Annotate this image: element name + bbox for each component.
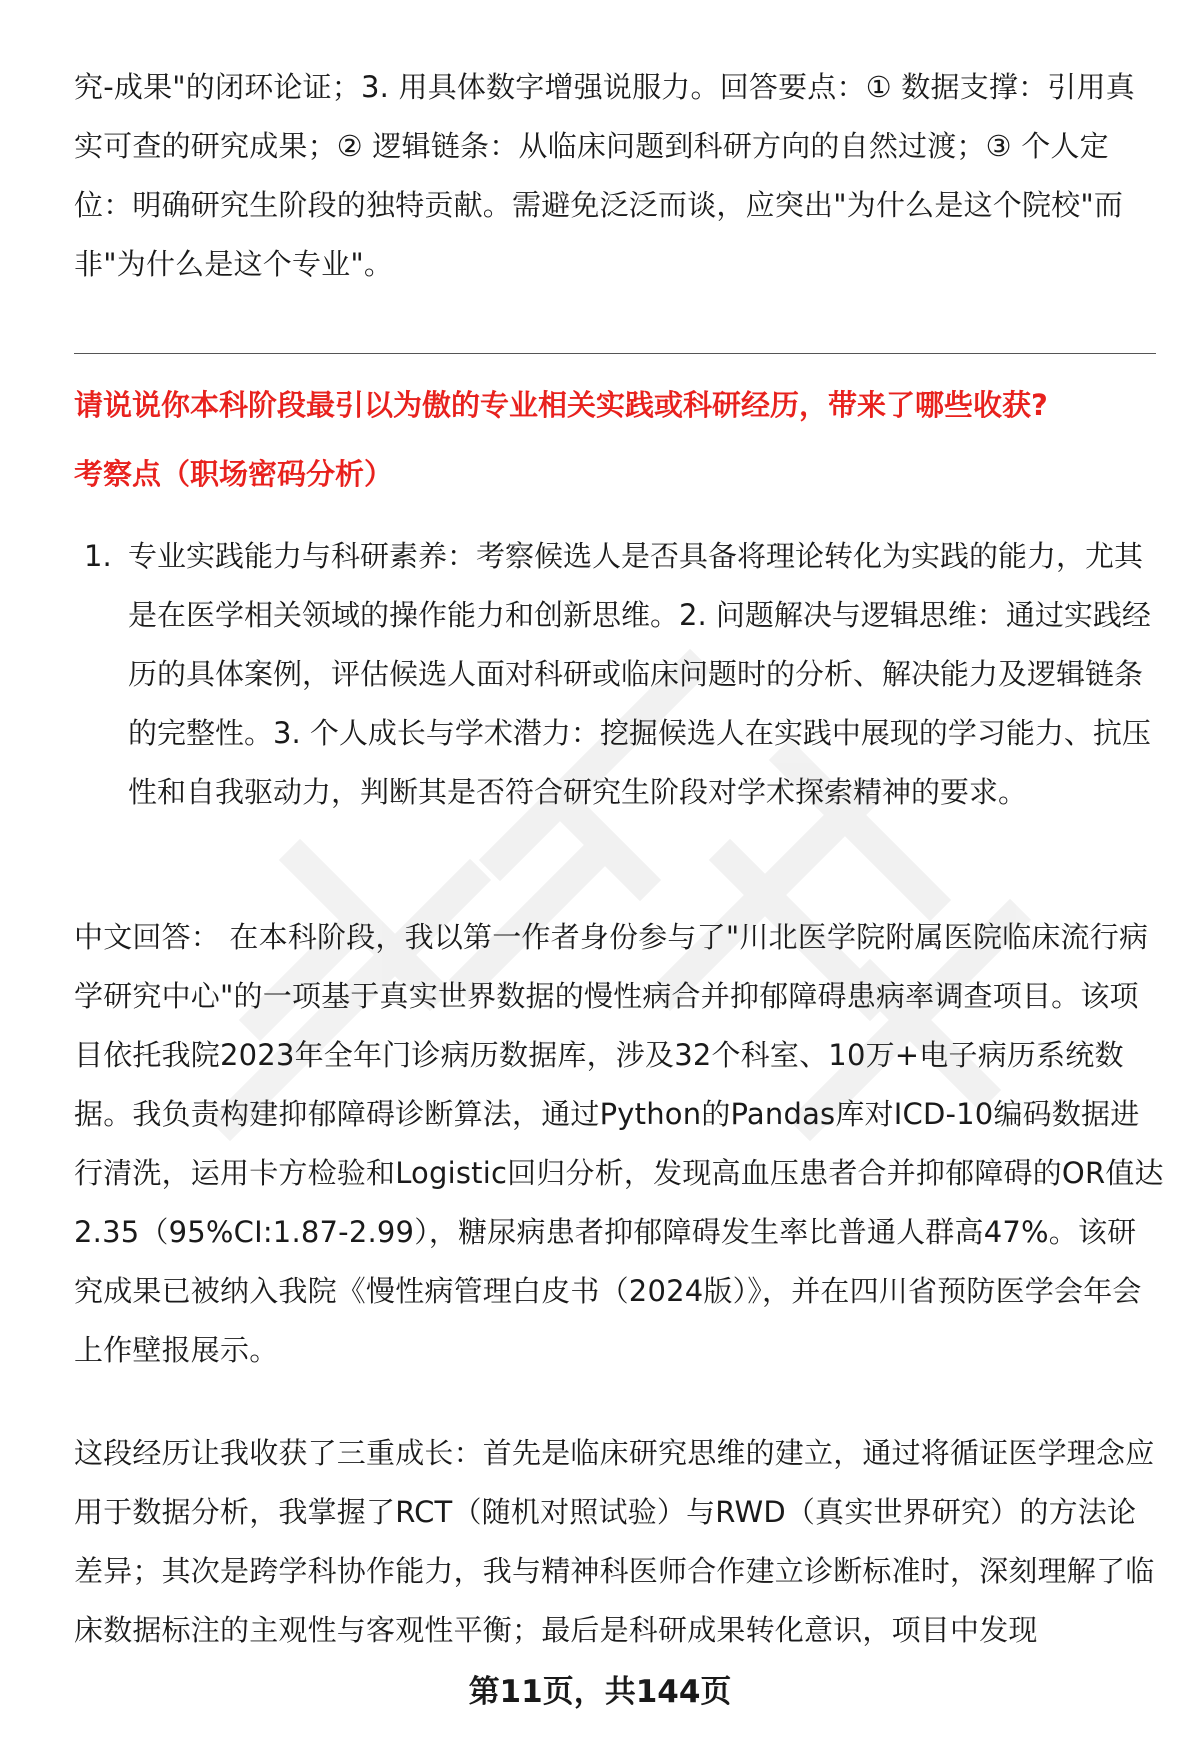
- answer-paragraph: 中文回答： 在本科阶段，我以第一作者身份参与了"川北医学院附属医院临床流行病学研究中心"的一项基于真实世界数据的慢性病合并抑郁障碍患病率调查项目。该项目依托我院2023年全年门诊病历数据库，涉及32个科室、10万+电子病历系统数据。我负责构建抑郁障碍诊断算法，通过Python的Pandas库对ICD-10编码数据进行清洗，运用卡方检验和Logistic回归分析，发现高血压患者合并抑郁障碍的OR值达2.35（95%CI:1.87-2.99），糖尿病患者抑郁障碍发生率比普通人群高47%。该研究成果已被纳入我院《慢性病管理白皮书（2024版）》，并在四川省预防医学会年会上作壁报展示。: [74, 920, 1164, 1367]
- list-item-text: 专业实践能力与科研素养：考察候选人是否具备将理论转化为实践的能力，尤其是在医学相关领域的操作能力和创新思维。2. 问题解决与逻辑思维：通过实践经历的具体案例，评估候选人面对科研或临床问题时的分析、解决能力及逻辑链条的完整性。3. 个人成长与学术潜力：挖掘候选人在实践中展现的学习能力、抗压性和自我驱动力，判断其是否符合研究生阶段对学术探索精神的要求。: [128, 539, 1151, 809]
- section-divider: [74, 353, 1156, 354]
- list-item-number: 1.: [84, 539, 112, 573]
- page-number-footer: 第11页，共144页: [468, 1674, 732, 1710]
- intro-paragraph: 究-成果"的闭环论证；3. 用具体数字增强说服力。回答要点：① 数据支撑：引用真实可查的研究成果；② 逻辑链条：从临床问题到科研方向的自然过渡；③ 个人定位：明确研究生阶段的独特贡献。需避免泛泛而谈，应突出"为什么是这个院校"而非"为什么是这个专业"。: [74, 70, 1135, 281]
- points-heading: 考察点（职场密码分析）: [74, 457, 394, 491]
- growth-paragraph: 这段经历让我收获了三重成长：首先是临床研究思维的建立，通过将循证医学理念应用于数据分析，我掌握了RCT（随机对照试验）与RWD（真实世界研究）的方法论差异；其次是跨学科协作能力，我与精神科医师合作建立诊断标准时，深刻理解了临床数据标注的主观性与客观性平衡；最后是科研成果转化意识，项目中发现: [74, 1436, 1155, 1647]
- question-heading: 请说说你本科阶段最引以为傲的专业相关实践或科研经历，带来了哪些收获?: [74, 388, 1048, 422]
